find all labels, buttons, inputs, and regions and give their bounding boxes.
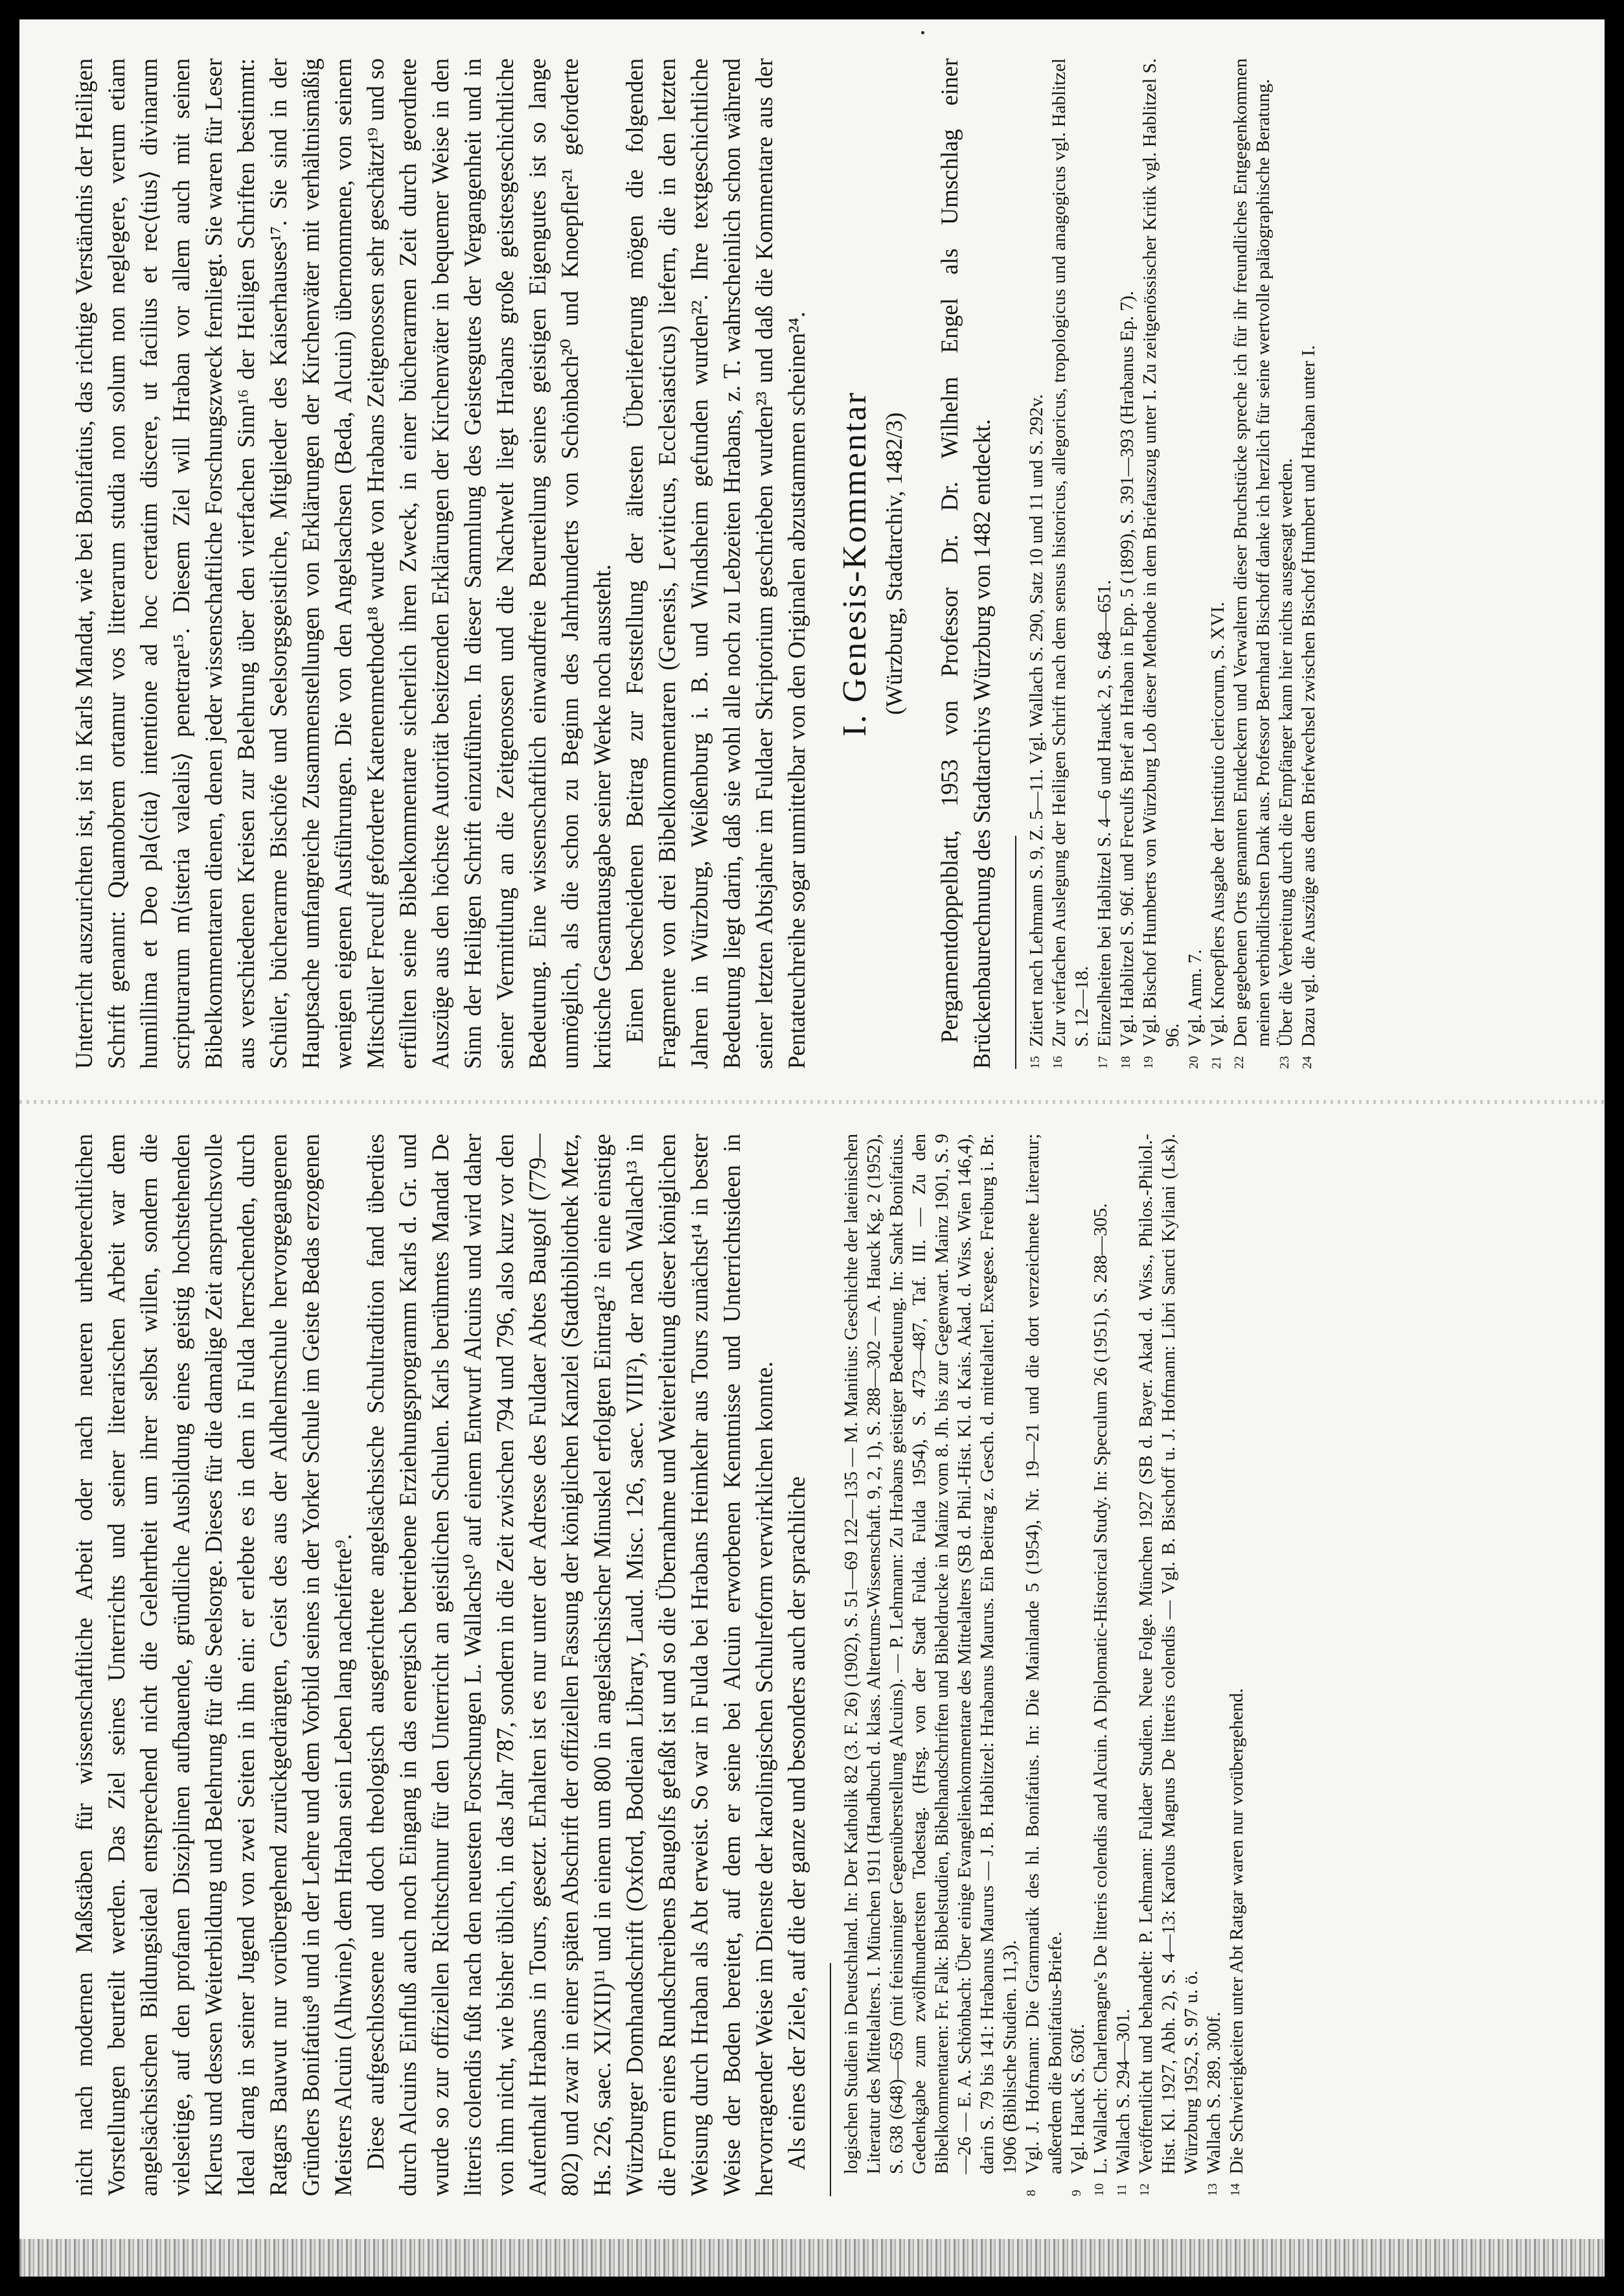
footnote-text: Vgl. Bischof Humberts von Würzburg Lob dieser Methode in dem Briefauszug unter I. Zu zeitgenössischer Kritik vgl. Hablitzel S. 96. xyxy=(1139,58,1183,1047)
footnote-number: 11 xyxy=(1115,2183,1129,2196)
footnote xyxy=(1203,1134,1226,2196)
paragraph: Unterricht auszurichten ist, ist in Karls Mandat, wie bei Bonifatius, das richtige Verständnis der Heiligen Schrift genannt: Quamobrem ortamur vos litterarum studia non solum non neglegere, verum etiam humillima et Deo pla⟨cita⟩ intentione ad hoc certatim discere, ut facilius et rec⟨tius⟩ divinarum scripturarum m⟨isteria valealis⟩ penetrare¹⁵. Diesem Ziel will Hraban vor allem auch mit seinen Bibelkommentaren dienen, denen jeder wissenschaftliche Forschungszweck fernliegt. Sie waren für Leser aus verschiedenen Kreisen zur Belehrung über den vierfachen Sinn¹⁶ der Heiligen Schriften bestimmt: Schüler, bücherarme Bischöfe und Seelsorgsgeistliche, Mitglieder des Kaiserhauses¹⁷. Sie sind in der Hauptsache umfangreiche Zusammenstellungen von Erklärungen der Kirchenväter mit verhältnismäßig wenigen eigenen Ausführungen. Die von den Angelsachsen (Beda, Alcuin) übernommene, von seinem Mitschüler Freculf geforderte Katenenmethode¹⁸ wurde von Hrabans Zeitgenossen sehr geschätzt¹⁹ und so erfüllten seine Bibelkommentare sicherlich ihren Zweck, in einer bücherarmen Zeit durch geordnete Auszüge aus den höchste Autorität besitzenden Erklärungen der Kirchenväter in bequemer Weise in den Sinn der Heiligen Schrift einzuführen. In dieser Sammlung des Geistesgutes der Vergangenheit und in seiner Vermittlung an die Zeitgenossen und die Nachwelt liegt Hrabans große geistesgeschichtliche Bedeutung. Eine wissenschaftlich einwandfreie Beurteilung seines geistigen Eigengutes ist so lange unmöglich, als die schon zu Beginn des Jahrhunderts von Schönbach²⁰ und Knoepfler²¹ geforderte kritische Gesamtausgabe seiner Werke noch aussteht. xyxy=(71,58,615,1069)
paragraph: Diese aufgeschlossene und doch theologisch ausgerichtete angelsächsische Schultradition fand überdies durch Alcuins Einfluß auch noch Eingang in das energisch betriebene Erziehungsprogramm Karls d. Gr. und wurde so zur offiziellen Richtschnur für den Unterricht an geistlichen Schulen. Karls berühmtes Mandat De litteris colendis fußt nach den neuesten Forschungen L. Wallachs¹⁰ auf einem Entwurf Alcuins und wird daher von ihm nicht, wie bisher üblich, in das Jahr 787, sondern in die Zeit zwischen 794 und 796, also kurz vor den Aufenthalt Hrabans in Tours, gesetzt. Erhalten ist es nur unter der Adresse des Fuldaer Abtes Baugolf (779—802) und zwar in einer späten Abschrift der offiziellen Fassung der königlichen Kanzlei (Stadtbibliothek Metz, Hs. 226, saec. XI/XII)¹¹ und in einem um 800 in angelsächsischer Minuskel erfolgten Eintrag¹² in eine einstige Würzburger Domhandschrift (Oxford, Bodleian Library, Laud. Misc. 126, saec. VIII²), der nach Wallach¹³ in die Form eines Rundschreibens Baugolfs gefaßt ist und so die Übernahme und Weiterleitung dieser königlichen Weisung durch Hraban als Abt erweist. So war in Fulda bei Hrabans Heimkehr aus Tours zunächst¹⁴ in bester Weise der Boden bereitet, auf dem er seine bei Alcuin erworbenen Kenntnisse und Unterrichtsideen in hervorragender Weise im Dienste der karolingischen Schulreform verwirklichen konnte. xyxy=(362,1134,777,2196)
paragraph: Pergamentdoppelblatt, 1953 von Professor Dr. Dr. Wilhelm Engel als Umschlag einer Brückenbaurechnung des Stadtarchivs Würzburg von 1482 entdeckt. xyxy=(936,58,995,1069)
footnote-number: 18 xyxy=(1119,1056,1133,1069)
footnote xyxy=(840,1134,1022,2196)
footnote xyxy=(1207,58,1229,1069)
footnote-text: Wallach S. 294—301. xyxy=(1113,2008,1134,2174)
footnote-text: Vgl. Hablitzel S. 96f. und Freculfs Brief an Hraban in Epp. 5 (1899), S. 391—393 (Hrabanus Ep. 7). xyxy=(1117,290,1138,1047)
paragraph: Als eines der Ziele, auf die der ganze und besonders auch der sprachliche xyxy=(783,1476,810,2170)
left-page xyxy=(68,1134,1564,2196)
footnote xyxy=(1093,58,1116,1069)
footnote xyxy=(1090,1134,1112,2196)
footnote xyxy=(1022,1134,1067,2196)
footnote-rule xyxy=(830,1963,831,2196)
footnote-text: Zur vierfachen Auslegung der Heiligen Schrift nach dem sensus historicus, allegoricus, tropologicus und anagogicus vgl. Hablitzel S. 12—18. xyxy=(1049,58,1092,1047)
page-gutter xyxy=(19,1100,1605,1104)
footnote-text: Die Schwierigkeiten unter Abt Ratgar waren nur vorübergehend. xyxy=(1226,1688,1247,2174)
scan-sheet xyxy=(19,19,1605,2277)
section-title: I. Genesis-Kommentar xyxy=(836,391,873,737)
footnote-text: Über die Verbreitung durch die Empfänger kann hier nichts ausgesagt werden. xyxy=(1275,458,1296,1047)
footnote-text: Vgl. Knoepflers Ausgabe der Institutio clericorum, S. XVI. xyxy=(1207,602,1228,1047)
footnote xyxy=(1135,1134,1203,2196)
footnote-text: Den gegebenen Orts genannten Entdeckern und Verwaltern dieser Bruchstücke spreche ich für ihr freundliches Entgegenkommen meinen verbindlichsten Dank aus. Professor Bernhard Bischoff danke ich herzlich für seine wertvolle paläographische Beratung. xyxy=(1230,58,1274,1047)
footnote xyxy=(1226,1134,1248,2196)
footnote-text: Vgl. J. Hofmann: Die Grammatik des hl. Bonifatius. In: Die Mainlande 5 (1954), Nr. 19—21 und die dort verzeichnete Literatur; außerdem die Bonifatius-Briefe. xyxy=(1022,1134,1066,2174)
footnote xyxy=(1112,1134,1135,2196)
footnote-number: 12 xyxy=(1138,2183,1152,2196)
footnote-text: Vgl. Hauck S. 630f. xyxy=(1068,2024,1088,2174)
footnote xyxy=(1116,58,1139,1069)
footnote-number: 19 xyxy=(1141,1056,1156,1069)
footnote xyxy=(1298,58,1320,1069)
footnote-number xyxy=(840,2179,1022,2196)
footnote xyxy=(1139,58,1184,1069)
right-footnotes xyxy=(1025,58,1320,1069)
footnote xyxy=(1275,58,1298,1069)
scan-speck xyxy=(921,31,924,34)
footnote xyxy=(1067,1134,1090,2196)
footnote-text: Veröffentlicht und behandelt: P. Lehmann: Fuldaer Studien. Neue Folge. München 1927 (SB d. Bayer. Akad. d. Wiss., Philos.-Philol.-Hist. Kl. 1927, Abh. 2), S. 4—13: Karolus Magnus De litteris colendis — Vgl. B. Bischoff u. J. Hofmann: Libri Sancti Kyliani (Lsk). Würzburg 1952, S. 97 u. ö. xyxy=(1136,1134,1202,2174)
footnote xyxy=(1184,58,1207,1069)
footnote-number: 13 xyxy=(1206,2183,1220,2196)
footnote-number: 21 xyxy=(1209,1056,1224,1069)
section-subtitle: (Würzburg, Stadtarchiv, 1482/3) xyxy=(881,412,907,715)
right-page-body xyxy=(68,58,998,1069)
footnote-number: 8 xyxy=(1024,2190,1038,2196)
footnote-number: 22 xyxy=(1232,1056,1246,1069)
footnote xyxy=(1229,58,1275,1069)
footnote-number: 14 xyxy=(1228,2183,1242,2196)
footnote-text: Dazu vgl. die Auszüge aus dem Briefwechsel zwischen Bischof Humbert und Hraban unter I. xyxy=(1298,345,1319,1047)
footnote-number: 17 xyxy=(1096,1056,1110,1069)
footnote-number: 9 xyxy=(1069,2190,1084,2196)
footnote-text: logischen Studien in Deutschland. In: Der Katholik 82 (3. F. 26) (1902), S. 51—69 122—135 — M. Manitius: Geschichte der lateinischen Literatur des Mittelalters. I. München 1911 (Handbuch d. klass. Altertums-Wissenschaft. 9, 2, 1), S. 288—302 — A. Hauck Kg. 2 (1952), S. 638 (648)—659 (mit feinsinniger Gegenüberstellung Alcuins). — P. Lehmann: Zu Hrabans geistiger Bedeutung. In: Sankt Bonifatius. Gedenkgabe zum zwölfhundertsten Todestag. (Hrsg. von der Stadt Fulda. Fulda 1954), S. 473—487, Taf. III. — Zu den Bibelkommentaren: Fr. Falk: Bibelstudien, Bibelhandschriften und Bibeldrucke in Mainz vom 8. Jh. bis zur Gegenwart. Mainz 1901, S. 9—26 — E. A. Schönbach: Über einige Evangelienkommentare des Mittelalters (SB d. Phil.-Hist. Kl. d. Kais. Akad. d. Wiss. Wien 146,4), darin S. 79 bis 141: Hrabanus Maurus — J. B. Hablitzel: Hrabanus Maurus. Ein Beitrag z. Gesch. d. mittelalterl. Exegese. Freiburg i. Br. 1906 (Biblische Studien. 11,3). xyxy=(841,1134,1020,2174)
footnote-number: 24 xyxy=(1300,1056,1314,1069)
footnote-text: Vgl. Anm. 7. xyxy=(1185,949,1206,1047)
footnote-text: Wallach S. 289. 300f. xyxy=(1204,2012,1224,2174)
footnote-number: 20 xyxy=(1187,1056,1201,1069)
footnote-text: Zitiert nach Lehmann S. 9, Z. 5—11. Vgl. Wallach S. 290, Satz 10 und 11 und S. 292v. xyxy=(1026,394,1047,1047)
footnote-number: 15 xyxy=(1028,1056,1042,1069)
footnote-number: 10 xyxy=(1092,2183,1106,2196)
paragraph: nicht nach modernen Maßstäben für wissenschaftliche Arbeit oder nach neueren urheberechtlichen Vorstellungen beurteilt werden. Das Ziel seines Unterrichts und seiner literarischen Arbeit war dem angelsächsischen Bildungsideal entsprechend nicht die Gelehrtheit um ihrer selbst willen, sondern die vielseitige, auf den profanen Disziplinen aufbauende, gründliche Ausbildung eines geistig hochstehenden Klerus und dessen Weiterbildung und Belehrung für die Seelsorge. Dieses für die damalige Zeit anspruchsvolle Ideal drang in seiner Jugend von zwei Seiten in ihn ein: er erlebte es in dem in Fulda herrschenden, durch Ratgars Bauwut nur vorübergehend zurückgedrängten, Geist des aus der Aldhelmschule hervorgegangenen Gründers Bonifatius⁸ und in der Lehre und dem Vorbild seines in der Yorker Schule im Geiste Bedas erzogenen Meisters Alcuin (Alhwine), dem Hraban sein Leben lang nacheiferte⁹. xyxy=(71,1134,356,2196)
footnote-number: 23 xyxy=(1277,1056,1292,1069)
right-page xyxy=(68,58,1319,1069)
left-page-body xyxy=(68,1134,813,2196)
paragraph: Einen bescheidenen Beitrag zur Feststellung der ältesten Überlieferung mögen die folgenden Fragmente von drei Bibelkommentaren (Genesis, Leviticus, Ecclesiasticus) liefern, die in den letzten Jahren in Würzburg, Weißenburg i. B. und Windsheim gefunden wurden²². Ihre textgeschichtliche Bedeutung liegt darin, daß sie wohl alle noch zu Lebzeiten Hrabans, z. T. wahrscheinlich schon während seiner letzten Abtsjahre im Fuldaer Skriptorium geschrieben wurden²³ und daß die Kommentare aus der Pentateuchreihe sogar unmittelbar von den Originalen abzustammen scheinen²⁴. xyxy=(621,58,810,1069)
footnote-text: Einzelheiten bei Hablitzel S. 4—6 und Hauck 2, S. 648—651. xyxy=(1094,580,1115,1047)
scanner-edge xyxy=(19,2239,1605,2277)
footnote-text: L. Wallach: Charlemagne's De litteris colendis and Alcuin. A Diplomatic-Historical Study. In: Speculum 26 (1951), S. 288—305. xyxy=(1090,1203,1111,2174)
footnote-rule xyxy=(1015,836,1016,1069)
footnote-number: 16 xyxy=(1051,1056,1065,1069)
footnote xyxy=(1025,58,1048,1069)
footnote xyxy=(1048,58,1093,1069)
left-footnotes xyxy=(840,1134,1248,2196)
